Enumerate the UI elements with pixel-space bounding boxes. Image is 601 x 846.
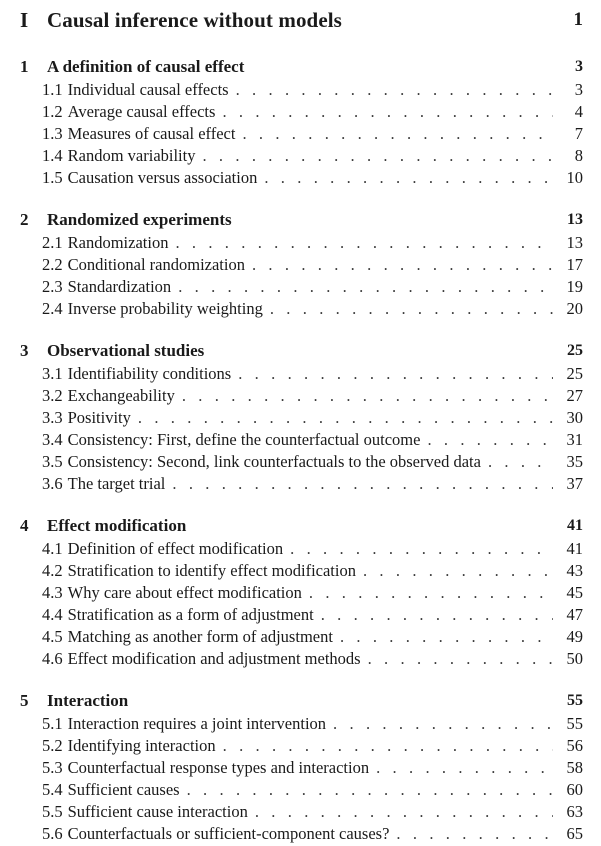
section-title: Measures of causal effect [67, 124, 236, 143]
toc-chapter-entry[interactable] [0, 687, 601, 714]
section-page-number: 49 [566, 627, 583, 646]
dot-leader [340, 627, 553, 644]
toc-chapter-entry[interactable] [0, 337, 601, 364]
section-number: 3.6 [42, 474, 63, 493]
section-number: 1.3 [42, 124, 63, 143]
chapter-page-number: 13 [567, 210, 583, 228]
section-page-number: 43 [566, 561, 583, 580]
section-title: Random variability [67, 146, 196, 165]
toc-section-entry[interactable] [0, 824, 601, 846]
part-title: Causal inference without models [47, 7, 342, 32]
chapter-number: 2 [20, 209, 29, 229]
section-number: 2.4 [42, 299, 63, 318]
section-title: Consistency: Second, link counterfactuals to the observed data [67, 452, 481, 471]
section-title: Identifiability conditions [67, 364, 232, 383]
spacer [0, 40, 601, 53]
section-number: 5.2 [42, 736, 63, 755]
dot-leader [368, 649, 553, 666]
toc-part-entry[interactable] [0, 0, 601, 40]
chapter-number: 3 [20, 340, 29, 360]
toc-section-entry[interactable] [0, 583, 601, 605]
section-page-number: 31 [566, 430, 583, 449]
section-number: 2.3 [42, 277, 63, 296]
section-number: 5.1 [42, 714, 63, 733]
chapter-page-number: 55 [567, 691, 583, 709]
section-page-number: 41 [566, 539, 583, 558]
dot-leader [309, 583, 553, 600]
dot-leader [138, 408, 553, 425]
toc-section-entry[interactable] [0, 452, 601, 474]
dot-leader [488, 452, 553, 469]
section-title: Counterfactuals or sufficient-component causes? [67, 824, 390, 843]
section-page-number: 17 [566, 255, 583, 274]
toc-section-entry[interactable] [0, 233, 601, 255]
chapter-title: Randomized experiments [47, 209, 232, 229]
section-title: Stratification as a form of adjustment [67, 605, 314, 624]
section-title: Exchangeability [67, 386, 175, 405]
toc-section-entry[interactable] [0, 539, 601, 561]
section-number: 4.5 [42, 627, 63, 646]
section-title: Standardization [67, 277, 172, 296]
section-number: 4.6 [42, 649, 63, 668]
dot-leader [187, 780, 553, 797]
section-number: 3.2 [42, 386, 63, 405]
section-page-number: 47 [566, 605, 583, 624]
chapter-title: Observational studies [47, 340, 205, 360]
part-number: I [20, 7, 29, 32]
section-page-number: 8 [574, 146, 583, 165]
spacer [0, 496, 601, 512]
section-title: Individual causal effects [67, 80, 229, 99]
section-title: Conditional randomization [67, 255, 245, 274]
section-title: Stratification to identify effect modification [67, 561, 356, 580]
toc-section-entry[interactable] [0, 605, 601, 627]
dot-leader [363, 561, 553, 578]
section-page-number: 10 [566, 168, 583, 187]
section-number: 5.4 [42, 780, 63, 799]
section-title: The target trial [67, 474, 166, 493]
toc-chapter-entry[interactable] [0, 206, 601, 233]
section-page-number: 30 [566, 408, 583, 427]
toc-section-entry[interactable] [0, 627, 601, 649]
dot-leader [376, 758, 553, 775]
section-number: 4.2 [42, 561, 63, 580]
section-number: 5.3 [42, 758, 63, 777]
toc-section-entry[interactable] [0, 736, 601, 758]
toc-chapter-entry[interactable] [0, 53, 601, 80]
section-number: 1.2 [42, 102, 63, 121]
dot-leader [396, 824, 553, 841]
section-page-number: 50 [566, 649, 583, 668]
section-number: 2.2 [42, 255, 63, 274]
dot-leader [270, 299, 553, 316]
section-page-number: 55 [566, 714, 583, 733]
toc-section-entry[interactable] [0, 299, 601, 321]
section-title: Causation versus association [67, 168, 258, 187]
dot-leader [333, 714, 553, 731]
section-title: Sufficient cause interaction [67, 802, 248, 821]
section-title: Identifying interaction [67, 736, 216, 755]
dot-leader [427, 430, 553, 447]
toc-section-entry[interactable] [0, 649, 601, 671]
dot-leader [202, 146, 553, 163]
dot-leader [182, 386, 553, 403]
toc-section-entry[interactable] [0, 780, 601, 802]
section-number: 3.5 [42, 452, 63, 471]
section-page-number: 35 [566, 452, 583, 471]
toc-section-entry[interactable] [0, 168, 601, 190]
spacer [0, 321, 601, 337]
section-title: Randomization [67, 233, 169, 252]
section-title: Inverse probability weighting [67, 299, 263, 318]
toc-section-entry[interactable] [0, 474, 601, 496]
chapter-number: 1 [20, 56, 29, 76]
spacer [0, 671, 601, 687]
toc-section-entry[interactable] [0, 364, 601, 386]
toc-section-entry[interactable] [0, 714, 601, 736]
dot-leader [175, 233, 553, 250]
toc-section-entry[interactable] [0, 124, 601, 146]
section-page-number: 20 [566, 299, 583, 318]
section-number: 4.1 [42, 539, 63, 558]
section-number: 5.5 [42, 802, 63, 821]
section-page-number: 45 [566, 583, 583, 602]
chapter-number: 4 [20, 515, 29, 535]
section-title: Average causal effects [67, 102, 216, 121]
dot-leader [252, 255, 553, 272]
section-number: 2.1 [42, 233, 63, 252]
toc-section-entry[interactable] [0, 277, 601, 299]
section-number: 5.6 [42, 824, 63, 843]
section-number: 3.3 [42, 408, 63, 427]
section-page-number: 63 [566, 802, 583, 821]
toc-section-entry[interactable] [0, 146, 601, 168]
toc-section-entry[interactable] [0, 102, 601, 124]
section-number: 4.4 [42, 605, 63, 624]
toc-section-entry[interactable] [0, 408, 601, 430]
section-title: Interaction requires a joint intervention [67, 714, 327, 733]
dot-leader [255, 802, 553, 819]
spacer [0, 190, 601, 206]
section-page-number: 60 [566, 780, 583, 799]
section-page-number: 13 [566, 233, 583, 252]
section-page-number: 4 [574, 102, 583, 121]
part-page-number: 1 [573, 9, 583, 30]
section-page-number: 27 [566, 386, 583, 405]
section-title: Effect modification and adjustment methods [67, 649, 361, 668]
chapter-page-number: 25 [567, 341, 583, 359]
section-page-number: 3 [574, 80, 583, 99]
section-page-number: 7 [574, 124, 583, 143]
dot-leader [236, 80, 553, 97]
section-number: 1.4 [42, 146, 63, 165]
chapter-title: A definition of causal effect [47, 56, 245, 76]
dot-leader [238, 364, 553, 381]
chapter-list [0, 53, 601, 846]
chapter-page-number: 41 [567, 516, 583, 534]
toc-section-entry[interactable] [0, 561, 601, 583]
dot-leader [290, 539, 553, 556]
section-number: 3.4 [42, 430, 63, 449]
section-number: 3.1 [42, 364, 63, 383]
toc-section-entry[interactable] [0, 430, 601, 452]
section-number: 1.5 [42, 168, 63, 187]
toc-chapter-entry[interactable] [0, 512, 601, 539]
chapter-title: Interaction [47, 690, 129, 710]
toc-section-entry[interactable] [0, 80, 601, 102]
section-page-number: 65 [566, 824, 583, 843]
chapter-page-number: 3 [575, 57, 583, 75]
toc-section-entry[interactable] [0, 758, 601, 780]
dot-leader [242, 124, 553, 141]
section-title: Consistency: First, define the counterfactual outcome [67, 430, 421, 449]
chapter-number: 5 [20, 690, 29, 710]
toc-section-entry[interactable] [0, 802, 601, 824]
section-page-number: 19 [566, 277, 583, 296]
section-title: Why care about effect modification [67, 583, 302, 602]
dot-leader [223, 736, 553, 753]
section-title: Definition of effect modification [67, 539, 284, 558]
chapter-title: Effect modification [47, 515, 187, 535]
section-title: Matching as another form of adjustment [67, 627, 333, 646]
dot-leader [222, 102, 553, 119]
dot-leader [321, 605, 553, 622]
section-page-number: 56 [566, 736, 583, 755]
section-page-number: 37 [566, 474, 583, 493]
toc-section-entry[interactable] [0, 255, 601, 277]
dot-leader [172, 474, 553, 491]
section-page-number: 58 [566, 758, 583, 777]
section-title: Positivity [67, 408, 131, 427]
section-number: 4.3 [42, 583, 63, 602]
section-number: 1.1 [42, 80, 63, 99]
section-page-number: 25 [566, 364, 583, 383]
dot-leader [264, 168, 553, 185]
section-title: Counterfactual response types and interaction [67, 758, 370, 777]
toc-section-entry[interactable] [0, 386, 601, 408]
dot-leader [178, 277, 553, 294]
section-title: Sufficient causes [67, 780, 180, 799]
